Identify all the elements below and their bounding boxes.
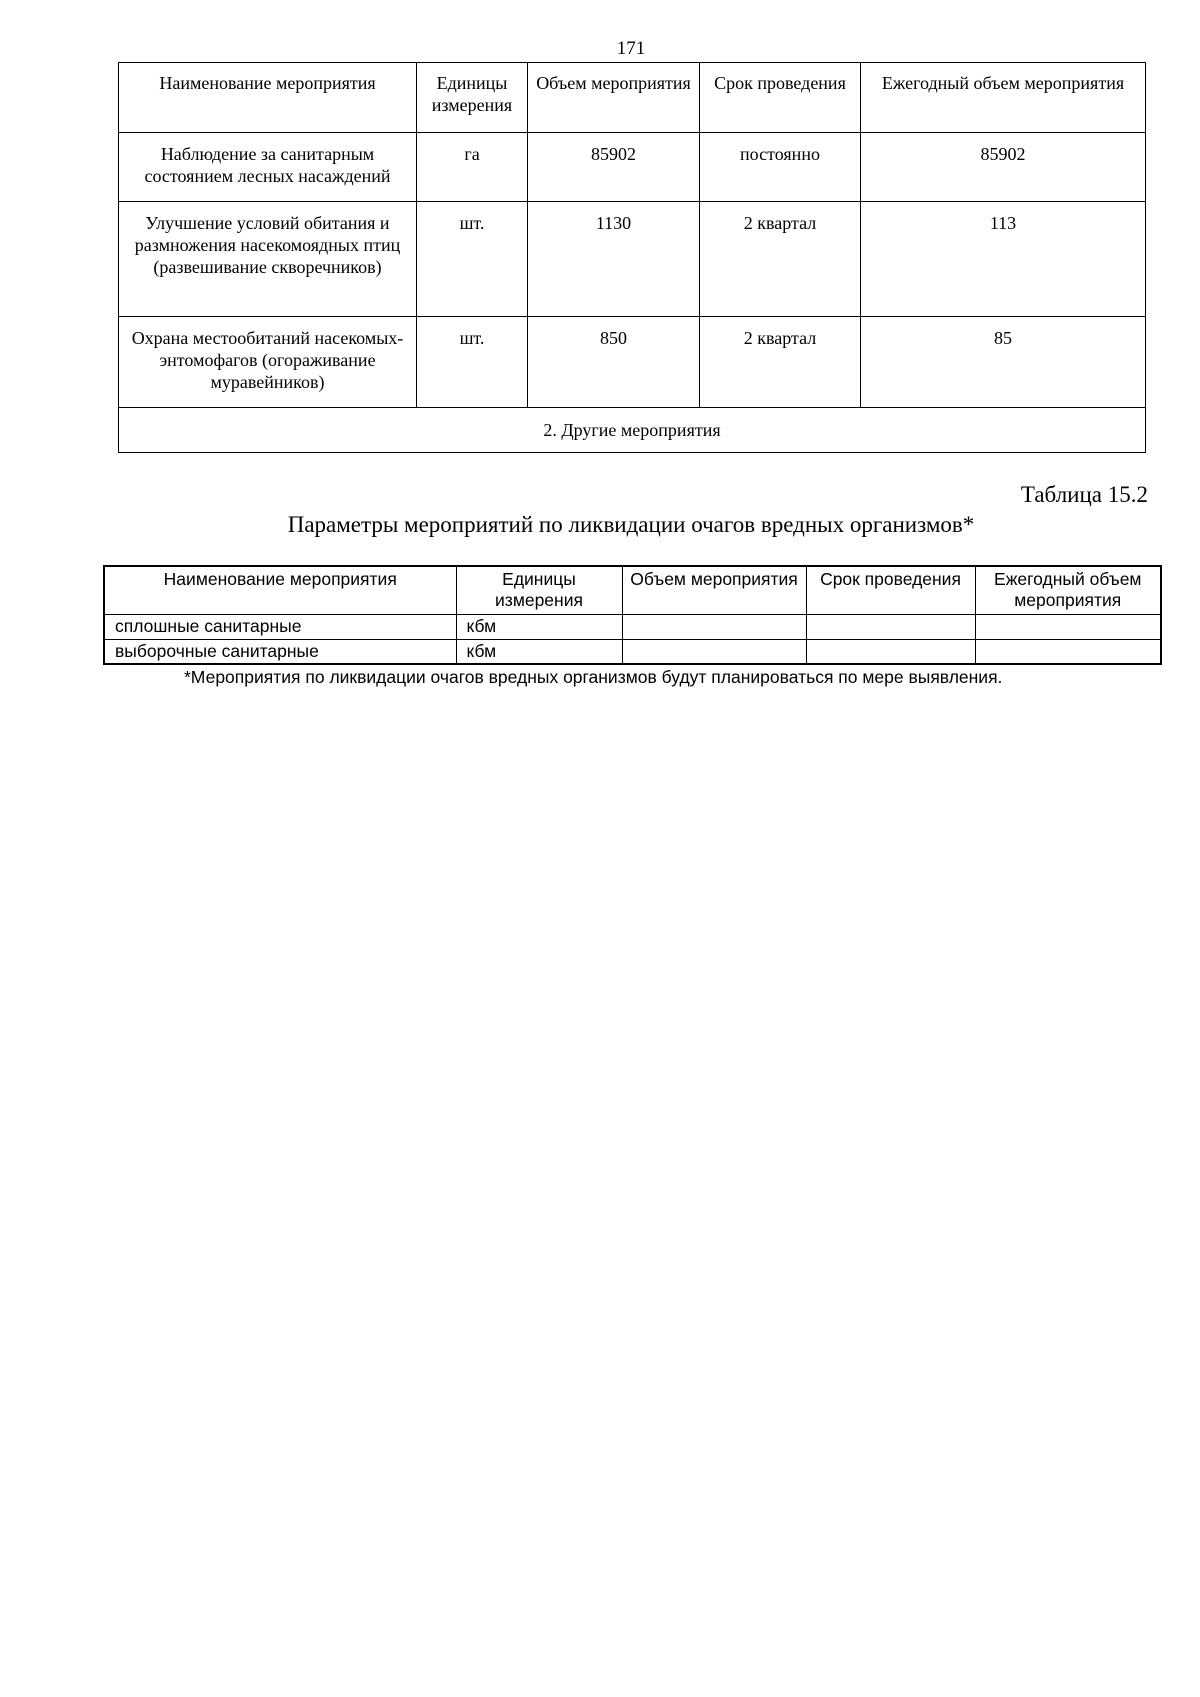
column-header-annual-volume: Ежегодный объем мероприятия	[975, 566, 1161, 614]
cell-annual-volume: 85902	[861, 133, 1146, 202]
table-header-row	[119, 63, 1146, 133]
table-row	[104, 614, 1161, 639]
column-header-name: Наименование мероприятия	[104, 566, 456, 614]
pest-control-table	[103, 565, 1162, 665]
cell-name: выборочные санитарные	[104, 639, 456, 664]
column-header-name: Наименование мероприятия	[119, 63, 417, 133]
activities-table	[118, 62, 1146, 453]
column-header-period: Срок проведения	[806, 566, 975, 614]
cell-annual-volume	[975, 614, 1161, 639]
cell-name: Улучшение условий обитания и размножения насекомоядных птиц (развешивание скворечников)	[119, 202, 417, 317]
column-header-volume: Объем мероприятия	[622, 566, 806, 614]
cell-name: сплошные санитарные	[104, 614, 456, 639]
table-row	[104, 639, 1161, 664]
cell-volume	[622, 614, 806, 639]
column-header-units: Единицы измерения	[417, 63, 528, 133]
cell-annual-volume: 85	[861, 317, 1146, 408]
column-header-period: Срок проведения	[700, 63, 861, 133]
footnote: *Мероприятия по ликвидации очагов вредных организмов будут планироваться по мере выявления.	[184, 667, 1003, 687]
column-header-volume: Объем мероприятия	[528, 63, 700, 133]
cell-units: га	[417, 133, 528, 202]
cell-period	[806, 639, 975, 664]
table-row	[119, 317, 1146, 408]
cell-period	[806, 614, 975, 639]
table-caption: Таблица 15.2	[1020, 482, 1148, 507]
cell-name: Охрана местообитаний насекомых-энтомофагов (огораживание муравейников)	[119, 317, 417, 408]
table-header-row	[104, 566, 1161, 614]
cell-period: 2 квартал	[700, 317, 861, 408]
cell-name: Наблюдение за санитарным состоянием лесных насаждений	[119, 133, 417, 202]
cell-units: кбм	[456, 639, 622, 664]
cell-units: шт.	[417, 202, 528, 317]
cell-period: 2 квартал	[700, 202, 861, 317]
section-row	[119, 408, 1146, 453]
cell-period: постоянно	[700, 133, 861, 202]
cell-volume: 850	[528, 317, 700, 408]
column-header-annual-volume: Ежегодный объем мероприятия	[861, 63, 1146, 133]
cell-volume	[622, 639, 806, 664]
column-header-units: Единицы измерения	[456, 566, 622, 614]
table-title: Параметры мероприятий по ликвидации очагов вредных организмов*	[287, 512, 975, 537]
section-title: 2. Другие мероприятия	[119, 408, 1146, 453]
cell-annual-volume: 113	[861, 202, 1146, 317]
table-row	[119, 202, 1146, 317]
table-row	[119, 133, 1146, 202]
cell-volume: 1130	[528, 202, 700, 317]
cell-units: кбм	[456, 614, 622, 639]
cell-volume: 85902	[528, 133, 700, 202]
cell-annual-volume	[975, 639, 1161, 664]
cell-units: шт.	[417, 317, 528, 408]
page-number: 171	[616, 38, 646, 59]
